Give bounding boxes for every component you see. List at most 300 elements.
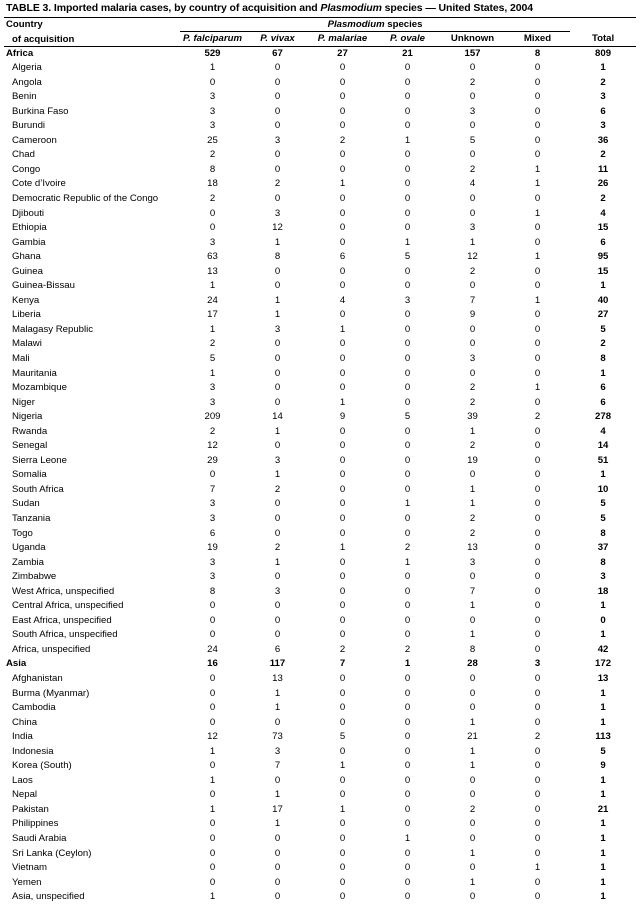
country-label: Congo	[12, 163, 41, 175]
cell-unknown: 0	[469, 862, 476, 874]
cell-falciparum: 2	[209, 192, 216, 204]
cell-total: 809	[595, 47, 612, 59]
cell-ovale: 1	[404, 498, 411, 510]
region-label: Asia	[6, 658, 27, 670]
cell-ovale: 0	[404, 280, 411, 292]
cell-unknown: 2	[469, 76, 476, 88]
cell-vivax: 0	[274, 163, 281, 175]
cell-mixed: 0	[534, 338, 541, 350]
cell-ovale: 0	[404, 192, 411, 204]
cell-unknown: 0	[469, 192, 476, 204]
cell-mixed: 0	[534, 192, 541, 204]
header-col-ovale	[375, 31, 440, 46]
cell-falciparum: 3	[209, 556, 216, 568]
country-label: Burkina Faso	[12, 105, 69, 117]
cell-malariae: 0	[339, 833, 346, 845]
cell-falciparum: 3	[209, 120, 216, 132]
cell-falciparum: 0	[209, 629, 216, 641]
cell-vivax: 0	[274, 876, 281, 888]
cell-mixed: 1	[534, 251, 541, 263]
table-row	[4, 337, 636, 352]
cell-ovale: 0	[404, 454, 411, 466]
header-col-falciparum-label: P. falciparum	[182, 32, 242, 44]
table-row	[4, 687, 636, 702]
table-row	[4, 832, 636, 847]
cell-ovale: 0	[404, 760, 411, 772]
table-row	[4, 352, 636, 367]
cell-mixed: 0	[534, 891, 541, 903]
country-label: Cambodia	[12, 702, 56, 714]
cell-malariae: 0	[339, 338, 346, 350]
cell-vivax: 3	[274, 207, 281, 219]
cell-vivax: 2	[274, 178, 281, 190]
cell-ovale: 0	[404, 469, 411, 481]
cell-falciparum: 5	[209, 352, 216, 364]
cell-malariae: 0	[339, 571, 346, 583]
cell-unknown: 2	[469, 265, 476, 277]
country-label: Senegal	[12, 440, 48, 452]
cell-mixed: 0	[534, 803, 541, 815]
country-label: Zambia	[12, 556, 44, 568]
cell-mixed: 0	[534, 716, 541, 728]
cell-vivax: 1	[274, 309, 281, 321]
cell-malariae: 0	[339, 789, 346, 801]
cell-vivax: 0	[274, 91, 281, 103]
cell-mixed: 0	[534, 454, 541, 466]
cell-unknown: 5	[469, 134, 476, 146]
country-label: Indonesia	[12, 745, 54, 757]
cell-vivax: 0	[274, 716, 281, 728]
cell-malariae: 0	[339, 440, 346, 452]
country-label: Democratic Republic of the Congo	[12, 192, 159, 204]
cell-malariae: 0	[339, 469, 346, 481]
cell-malariae: 0	[339, 876, 346, 888]
cell-malariae: 7	[339, 658, 346, 670]
cell-falciparum: 0	[209, 760, 216, 772]
cell-vivax: 0	[274, 149, 281, 161]
cell-mixed: 2	[534, 411, 541, 423]
cell-vivax: 0	[274, 498, 281, 510]
cell-mixed: 0	[534, 265, 541, 277]
table-row	[4, 803, 636, 818]
table-row	[4, 250, 636, 265]
cell-ovale: 0	[404, 149, 411, 161]
cell-falciparum: 0	[209, 876, 216, 888]
country-label: Sri Lanka (Ceylon)	[12, 847, 92, 859]
cell-total: 1	[600, 891, 606, 903]
cell-total: 5	[600, 323, 606, 335]
country-label: Central Africa, unspecified	[12, 600, 124, 612]
cell-mixed: 0	[534, 847, 541, 859]
table-row	[4, 265, 636, 280]
cell-falciparum: 12	[207, 731, 218, 743]
table-row	[4, 46, 636, 61]
cell-unknown: 1	[469, 600, 476, 612]
cell-total: 1	[600, 600, 606, 612]
cell-unknown: 0	[469, 789, 476, 801]
cell-total: 11	[597, 163, 609, 175]
cell-ovale: 0	[404, 352, 411, 364]
country-label: Asia, unspecified	[12, 891, 85, 903]
cell-vivax: 6	[274, 643, 281, 655]
cell-mixed: 0	[534, 469, 541, 481]
cell-falciparum: 16	[207, 658, 218, 670]
cell-malariae: 0	[339, 556, 346, 568]
cell-total: 37	[597, 542, 609, 554]
cell-unknown: 0	[469, 614, 476, 626]
cell-ovale: 0	[404, 818, 411, 830]
cell-malariae: 0	[339, 280, 346, 292]
cell-ovale: 0	[404, 891, 411, 903]
cell-vivax: 0	[274, 629, 281, 641]
cell-falciparum: 529	[204, 47, 221, 59]
cell-falciparum: 13	[207, 265, 218, 277]
country-label: Mozambique	[12, 382, 67, 394]
cell-vivax: 1	[274, 687, 281, 699]
header-group-italic: Plasmodium	[327, 18, 385, 30]
cell-falciparum: 8	[209, 163, 216, 175]
cell-total: 15	[597, 222, 609, 234]
cell-mixed: 0	[534, 556, 541, 568]
cell-falciparum: 24	[207, 643, 218, 655]
table-row	[4, 468, 636, 483]
cell-total: 2	[600, 149, 606, 161]
cell-falciparum: 3	[209, 498, 216, 510]
table-row	[4, 730, 636, 745]
cell-falciparum: 3	[209, 236, 216, 248]
cell-ovale: 0	[404, 789, 411, 801]
cell-ovale: 0	[404, 105, 411, 117]
country-label: West Africa, unspecified	[12, 585, 115, 597]
cell-unknown: 0	[469, 702, 476, 714]
cell-malariae: 5	[339, 731, 346, 743]
cell-vivax: 3	[274, 323, 281, 335]
cell-falciparum: 0	[209, 673, 216, 685]
cell-ovale: 0	[404, 222, 411, 234]
country-label: Chad	[12, 149, 35, 161]
country-label: Ghana	[12, 251, 41, 263]
cell-ovale: 0	[404, 702, 411, 714]
cell-total: 3	[600, 120, 606, 132]
cell-vivax: 0	[274, 76, 281, 88]
country-label: Tanzania	[12, 513, 51, 524]
cell-total: 36	[597, 134, 609, 146]
cell-ovale: 0	[404, 862, 411, 874]
table-row	[4, 236, 636, 251]
cell-mixed: 0	[534, 149, 541, 161]
table-row	[4, 788, 636, 803]
table-row	[4, 207, 636, 222]
cell-malariae: 1	[339, 178, 346, 190]
cell-malariae: 0	[339, 774, 346, 786]
table-row	[4, 396, 636, 411]
cell-ovale: 0	[404, 513, 411, 524]
cell-total: 3	[600, 91, 606, 103]
cell-malariae: 0	[339, 265, 346, 277]
cell-malariae: 0	[339, 425, 346, 437]
cell-mixed: 0	[534, 396, 541, 408]
cell-malariae: 0	[339, 222, 346, 234]
cell-ovale: 0	[404, 614, 411, 626]
cell-mixed: 0	[534, 105, 541, 117]
cell-vivax: 3	[274, 585, 281, 597]
country-label: Burma (Myanmar)	[12, 687, 90, 699]
cell-falciparum: 0	[209, 716, 216, 728]
cell-total: 3	[600, 571, 606, 583]
cell-mixed: 0	[534, 876, 541, 888]
country-label: Djibouti	[12, 207, 44, 219]
table-row	[4, 148, 636, 163]
cell-falciparum: 0	[209, 600, 216, 612]
cell-total: 1	[600, 716, 606, 728]
cell-ovale: 1	[404, 556, 411, 568]
cell-malariae: 27	[337, 47, 348, 59]
region-label: Africa	[6, 47, 34, 59]
cell-unknown: 0	[469, 571, 476, 583]
cell-unknown: 0	[469, 91, 476, 103]
table-row	[4, 483, 636, 498]
cell-mixed: 0	[534, 600, 541, 612]
cell-unknown: 0	[469, 891, 476, 903]
cell-total: 21	[597, 803, 609, 815]
cell-total: 1	[600, 847, 606, 859]
cell-ovale: 0	[404, 323, 411, 335]
country-label: Malawi	[12, 338, 42, 350]
cell-vivax: 117	[269, 658, 286, 670]
table-row	[4, 570, 636, 585]
table-row	[4, 105, 636, 120]
cell-unknown: 7	[469, 294, 476, 306]
cell-falciparum: 3	[209, 105, 216, 117]
cell-unknown: 0	[469, 120, 476, 132]
cell-ovale: 0	[404, 178, 411, 190]
cell-vivax: 0	[274, 352, 281, 364]
cell-falciparum: 0	[209, 76, 216, 88]
cell-unknown: 0	[469, 62, 476, 74]
cell-vivax: 1	[274, 294, 281, 306]
cell-ovale: 1	[404, 134, 411, 146]
cell-falciparum: 0	[209, 702, 216, 714]
cell-vivax: 0	[274, 571, 281, 583]
cell-unknown: 3	[469, 222, 476, 234]
country-label: Saudi Arabia	[12, 833, 67, 845]
cell-ovale: 2	[404, 542, 411, 554]
header-col-mixed: Mixed	[523, 32, 552, 44]
cell-malariae: 0	[339, 454, 346, 466]
header-group-rest: species	[384, 18, 423, 30]
cell-unknown: 0	[469, 818, 476, 830]
cell-vivax: 3	[274, 134, 281, 146]
cell-malariae: 0	[339, 62, 346, 74]
cell-mixed: 0	[534, 643, 541, 655]
cell-unknown: 3	[469, 352, 476, 364]
cell-mixed: 1	[534, 294, 541, 306]
country-label: Philippines	[12, 818, 59, 830]
cell-total: 6	[600, 105, 606, 117]
table-row	[4, 119, 636, 134]
table-row	[4, 701, 636, 716]
cell-falciparum: 0	[209, 789, 216, 801]
cell-mixed: 0	[534, 629, 541, 641]
cell-ovale: 0	[404, 367, 411, 379]
cell-unknown: 0	[469, 338, 476, 350]
table-row	[4, 497, 636, 512]
country-label: Afghanistan	[12, 673, 63, 685]
cell-falciparum: 24	[207, 294, 218, 306]
cell-falciparum: 0	[209, 833, 216, 845]
table-row	[4, 425, 636, 440]
cell-total: 42	[597, 643, 609, 655]
cell-vivax: 0	[274, 862, 281, 874]
cell-unknown: 0	[469, 323, 476, 335]
cell-total: 13	[597, 673, 609, 685]
cell-unknown: 3	[469, 105, 476, 117]
cell-unknown: 1	[469, 716, 476, 728]
cell-total: 5	[600, 498, 606, 510]
table-row	[4, 76, 636, 91]
cell-malariae: 0	[339, 600, 346, 612]
cell-falciparum: 1	[209, 774, 216, 786]
cell-mixed: 0	[534, 585, 541, 597]
cell-ovale: 0	[404, 338, 411, 350]
cell-unknown: 1	[469, 483, 476, 495]
cell-total: 2	[600, 76, 606, 88]
cell-malariae: 0	[339, 585, 346, 597]
cell-falciparum: 2	[209, 338, 216, 350]
country-label: Kenya	[12, 294, 40, 306]
cell-malariae: 0	[339, 120, 346, 132]
cell-ovale: 3	[404, 294, 411, 306]
cell-falciparum: 6	[209, 527, 216, 539]
cell-mixed: 0	[534, 774, 541, 786]
table-row	[4, 439, 636, 454]
cell-total: 51	[597, 454, 609, 466]
cell-malariae: 0	[339, 818, 346, 830]
cell-ovale: 0	[404, 396, 411, 408]
cell-mixed: 1	[534, 163, 541, 175]
cell-malariae: 0	[339, 105, 346, 117]
cell-vivax: 1	[274, 702, 281, 714]
cell-ovale: 0	[404, 600, 411, 612]
cell-unknown: 13	[467, 542, 478, 554]
cell-ovale: 0	[404, 876, 411, 888]
cell-vivax: 0	[274, 62, 281, 74]
country-label: Vietnam	[12, 862, 48, 874]
country-label: East Africa, unspecified	[12, 614, 112, 626]
cell-unknown: 2	[469, 440, 476, 452]
cell-malariae: 6	[339, 251, 346, 263]
cell-vivax: 0	[274, 367, 281, 379]
cell-total: 8	[600, 527, 606, 539]
cell-falciparum: 18	[207, 178, 218, 190]
table-row	[4, 599, 636, 614]
cell-mixed: 0	[534, 614, 541, 626]
cell-vivax: 3	[274, 454, 281, 466]
cell-falciparum: 25	[207, 134, 218, 146]
cell-unknown: 2	[469, 382, 476, 394]
header-country-line2: of acquisition	[12, 33, 75, 45]
cell-mixed: 0	[534, 673, 541, 685]
cell-mixed: 0	[534, 527, 541, 539]
cell-ovale: 0	[404, 76, 411, 88]
table-row	[4, 817, 636, 832]
cell-unknown: 0	[469, 149, 476, 161]
cell-total: 1	[600, 774, 606, 786]
cell-unknown: 9	[469, 309, 476, 321]
cell-mixed: 0	[534, 309, 541, 321]
cell-total: 4	[600, 207, 606, 219]
cell-mixed: 0	[534, 760, 541, 772]
country-label: Somalia	[12, 469, 47, 481]
cell-malariae: 0	[339, 236, 346, 248]
cell-falciparum: 0	[209, 847, 216, 859]
cell-falciparum: 0	[209, 687, 216, 699]
table-row	[4, 657, 636, 672]
header-group-plasmodium	[180, 18, 570, 31]
cell-unknown: 19	[467, 454, 478, 466]
cell-ovale: 0	[404, 571, 411, 583]
cell-vivax: 14	[272, 411, 283, 423]
cell-malariae: 1	[339, 803, 346, 815]
header-col-vivax-label: P. vivax	[260, 32, 295, 44]
cell-malariae: 0	[339, 702, 346, 714]
cell-unknown: 1	[469, 629, 476, 641]
country-label: Ethiopia	[12, 222, 47, 234]
cell-mixed: 0	[534, 702, 541, 714]
country-label: Nigeria	[12, 411, 43, 423]
cell-vivax: 0	[274, 891, 281, 903]
cell-falciparum: 7	[209, 483, 216, 495]
country-label: Zimbabwe	[12, 571, 57, 583]
cell-malariae: 0	[339, 352, 346, 364]
country-label: Algeria	[12, 62, 42, 74]
cell-vivax: 0	[274, 280, 281, 292]
cell-unknown: 1	[469, 760, 476, 772]
table-title-suffix: species — United States, 2004	[381, 2, 533, 14]
cell-mixed: 1	[534, 178, 541, 190]
cell-total: 8	[600, 352, 606, 364]
table-row	[4, 628, 636, 643]
header-country-line1: Country	[6, 19, 43, 30]
cell-ovale: 0	[404, 425, 411, 437]
table-row	[4, 759, 636, 774]
country-label: Benin	[12, 91, 37, 103]
cell-mixed: 8	[534, 47, 541, 59]
cell-mixed: 1	[534, 862, 541, 874]
cell-malariae: 0	[339, 745, 346, 757]
cell-mixed: 2	[534, 731, 541, 743]
cell-unknown: 0	[469, 280, 476, 292]
country-label: Uganda	[12, 542, 46, 554]
cell-mixed: 0	[534, 62, 541, 74]
header-spacer	[570, 18, 636, 31]
cell-total: 26	[597, 178, 609, 190]
country-label: Togo	[12, 527, 33, 539]
country-label: Korea (South)	[12, 760, 72, 772]
cell-unknown: 7	[469, 585, 476, 597]
country-label: Mali	[12, 352, 30, 364]
cell-mixed: 0	[534, 513, 541, 524]
table-row	[4, 541, 636, 556]
cell-falciparum: 209	[204, 411, 221, 423]
cell-malariae: 0	[339, 149, 346, 161]
table-row	[4, 876, 636, 891]
cell-ovale: 0	[404, 847, 411, 859]
cell-total: 1	[600, 818, 606, 830]
cell-vivax: 2	[274, 483, 281, 495]
table-row	[4, 410, 636, 425]
table-row	[4, 367, 636, 382]
